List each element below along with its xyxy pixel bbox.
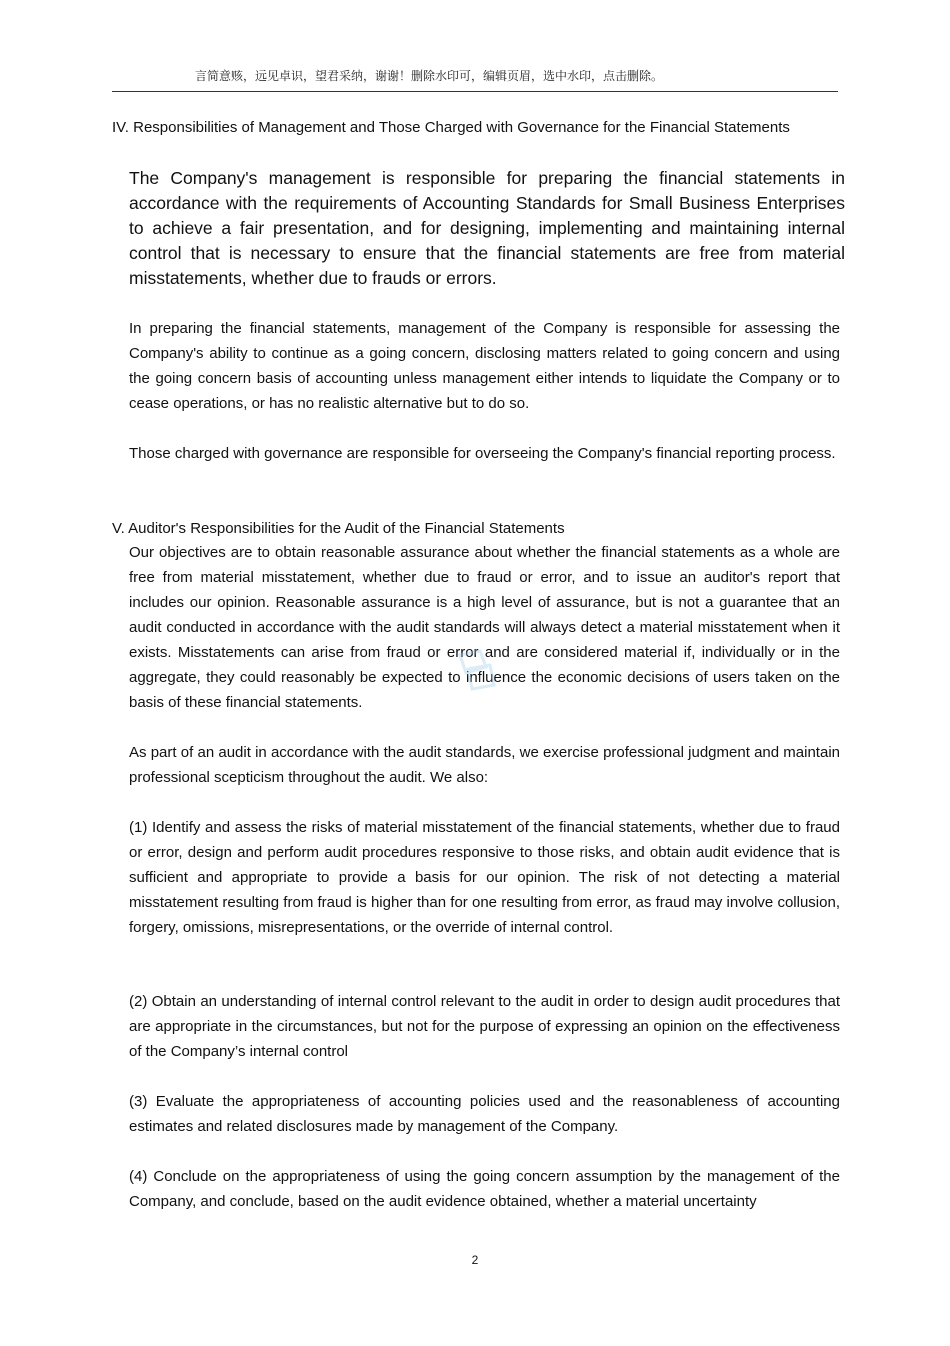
page-number: 2 bbox=[471, 1253, 479, 1267]
section-iv-heading: IV. Responsibilities of Management and Those Charged with Governance for the Financial Statements bbox=[112, 119, 790, 136]
header-divider bbox=[112, 91, 838, 92]
section-v-item-1: (1) Identify and assess the risks of material misstatement of the financial statements, whether due to fraud or error, design and perform audit procedures responsive to those risks, and obtain audit evidence that is sufficient and appropriate to provide a basis for our opinion. The risk of not detecting a material misstatement resulting from fraud is higher than for one resulting from error, as fraud may involve collusion, forgery, omissions, misrepresentations, or the override of internal control. bbox=[129, 819, 840, 936]
section-v-item-3: (3) Evaluate the appropriateness of accounting policies used and the reasonableness of accounting estimates and related disclosures made by management of the Company. bbox=[129, 1093, 840, 1135]
section-iv-paragraph-3: Those charged with governance are responsible for overseeing the Company's financial reporting process. bbox=[129, 445, 836, 462]
section-iv-paragraph-1: The Company's management is responsible for preparing the financial statements in accordance with the requirements of Accounting Standards for Small Business Enterprises to achieve a fair presentation, and for designing, implementing and maintaining internal control that is necessary to ensure that the financial statements are free from material misstatements, whether due to frauds or errors. bbox=[129, 168, 845, 288]
page-header-text: 言简意赅，远见卓识，望君采纳，谢谢！删除水印可，编辑页眉，选中水印，点击删除。 bbox=[195, 69, 664, 83]
section-v-item-2: (2) Obtain an understanding of internal control relevant to the audit in order to design audit procedures that are appropriate in the circumstances, but not for the purpose of expressing an opinion on the effectiveness of the Company’s internal control bbox=[129, 993, 840, 1060]
section-v-paragraph-1: Our objectives are to obtain reasonable assurance about whether the financial statements as a whole are free from material misstatement, whether due to fraud or error, and to issue an auditor's report that includes our opinion. Reasonable assurance is a high level of assurance, but is not a guarantee that an audit conducted in accordance with the audit standards will always detect a material misstatement when it exists. Misstatements can arise from fraud or error and are considered material if, individually or in the aggregate, they could reasonably be expected to influence the economic decisions of users taken on the basis of these financial statements. bbox=[129, 544, 840, 711]
section-v-heading: V. Auditor's Responsibilities for the Audit of the Financial Statements bbox=[112, 520, 565, 537]
watermark-logo-icon bbox=[452, 645, 502, 695]
section-iv-paragraph-2: In preparing the financial statements, management of the Company is responsible for assessing the Company's ability to continue as a going concern, disclosing matters related to going concern and using the going concern basis of accounting unless management either intends to liquidate the Company or to cease operations, or has no realistic alternative but to do so. bbox=[129, 320, 840, 412]
section-v-item-4: (4) Conclude on the appropriateness of using the going concern assumption by the management of the Company, and conclude, based on the audit evidence obtained, whether a material uncertainty bbox=[129, 1168, 840, 1210]
section-v-paragraph-2: As part of an audit in accordance with the audit standards, we exercise professional judgment and maintain professional scepticism throughout the audit. We also: bbox=[129, 744, 840, 786]
